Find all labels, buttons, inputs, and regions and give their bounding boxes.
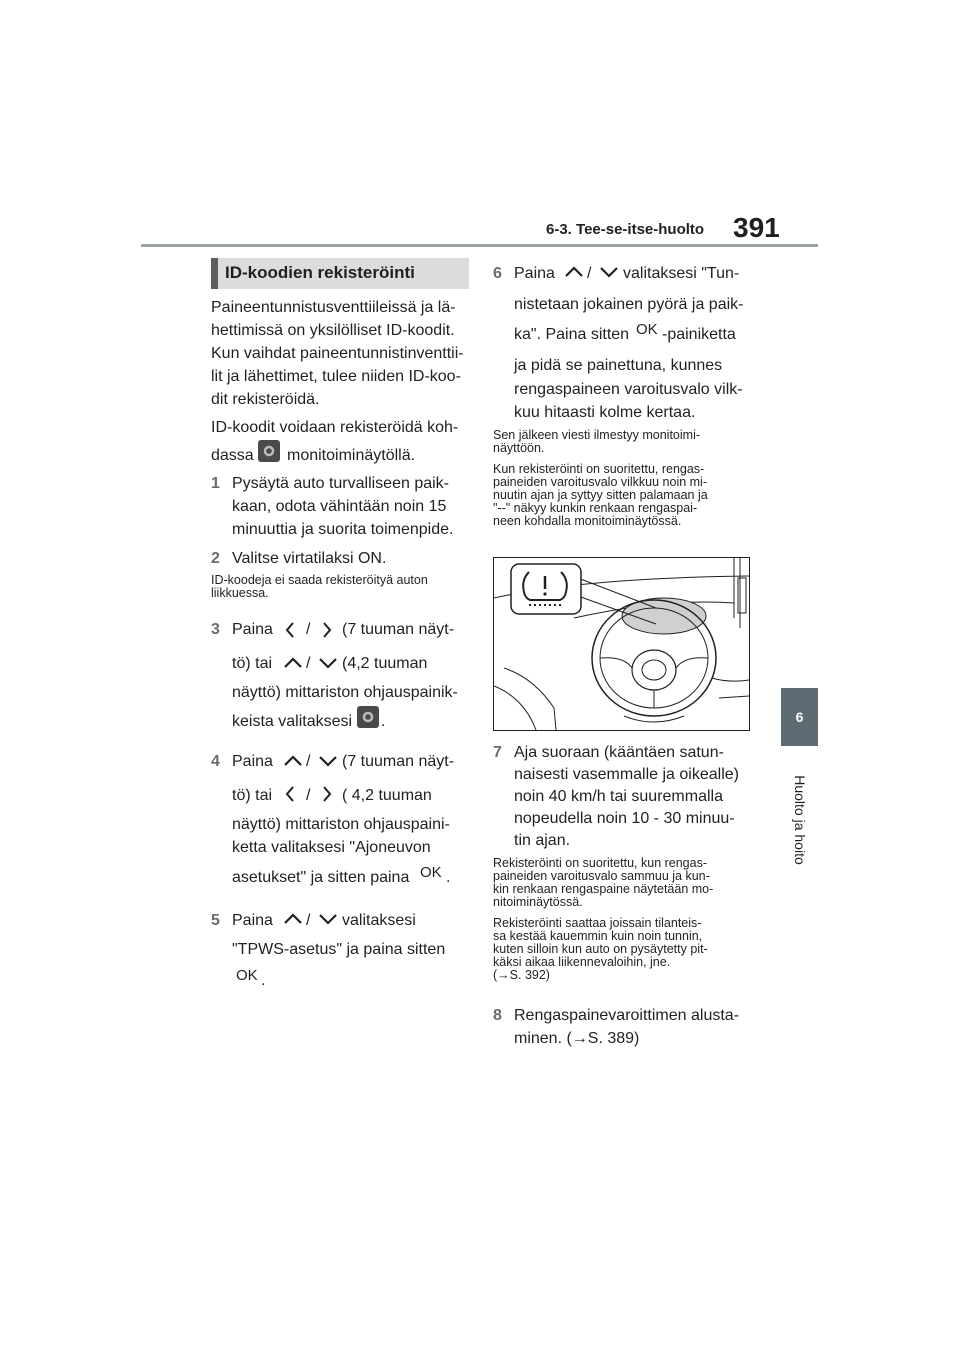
step-number: 7 (493, 744, 502, 761)
step-text: ka". Paina sitten (514, 326, 630, 343)
step-text: ketta valitaksesi "Ajoneuvon (232, 839, 431, 856)
intro2-line: dassa (211, 447, 254, 464)
step-text: Valitse virtatilaksi ON. (232, 550, 387, 567)
ok-button-label: OK (236, 967, 258, 984)
chevron-down-icon (318, 754, 338, 768)
step-text: asetukset" ja sitten paina (232, 869, 410, 886)
step-text: noin 40 km/h tai suuremmalla (514, 788, 723, 805)
heading-accent-bar (211, 258, 218, 289)
step-text: naisesti vasemmalle ja oikealle) (514, 766, 739, 783)
step-text: tö) tai (232, 787, 273, 804)
intro-line: Paineentunnistusventtiileissä ja lä- (211, 299, 456, 316)
intro-line: Kun vaihdat paineentunnistinventtii- (211, 345, 464, 362)
settings-gear-icon (258, 440, 280, 462)
chevron-right-icon (318, 786, 338, 800)
step-text: Paina (232, 912, 273, 929)
step-text: . (381, 713, 386, 730)
chevron-down-icon (318, 656, 338, 670)
note-line: nuutin ajan ja syttyy sitten palamaan ja (493, 488, 708, 502)
step-text: . (446, 869, 451, 886)
step-text: Paina (514, 265, 555, 282)
step-number: 1 (211, 475, 220, 492)
section-title: 6-3. Tee-se-itse-huolto (546, 221, 705, 238)
chevron-down-icon (599, 265, 619, 279)
step-text: ja pidä se painettuna, kunnes (514, 357, 723, 374)
page-reference-link[interactable]: minen. (→S. 389) (514, 1030, 640, 1047)
ok-button-label: OK (636, 321, 658, 338)
step-text: nistetaan jokainen pyörä ja paik- (514, 296, 744, 313)
step-number: 2 (211, 550, 220, 567)
heading-text: ID-koodien rekisteröinti (225, 263, 415, 282)
note-line: käksi aikaa liikennevaloihin, jne. (493, 955, 671, 969)
note-line: Sen jälkeen viesti ilmestyy monitoimi- (493, 428, 701, 442)
step-text: Aja suoraan (kääntäen satun- (514, 744, 724, 761)
step-text: . (261, 972, 266, 989)
note-line: liikkuessa. (211, 586, 269, 600)
chevron-up-icon (564, 265, 584, 279)
intro2-line: ID-koodit voidaan rekisteröidä koh- (211, 419, 459, 436)
note-line: sa kestää kauemmin kuin noin tunnin, (493, 929, 703, 943)
step-text: Rengaspainevaroittimen alusta- (514, 1007, 740, 1024)
note-line: ID-koodeja ei saada rekisteröityä auton (211, 573, 428, 587)
chevron-up-icon (283, 656, 303, 670)
step-text: näyttö) mittariston ohjauspaini- (232, 816, 450, 833)
step-text: rengaspaineen varoitusvalo vilk- (514, 381, 743, 398)
step-text: (7 tuuman näyt- (342, 753, 455, 770)
chevron-up-icon (283, 754, 303, 768)
step-text: Pysäytä auto turvalliseen paik- (232, 475, 449, 492)
dashboard-illustration (493, 557, 750, 731)
step-text: Paina (232, 753, 273, 770)
step-number: 4 (211, 753, 220, 770)
chapter-tab: 6 (781, 688, 818, 746)
chevron-up-icon (283, 912, 303, 926)
note-line: Rekisteröinti on suoritettu, kun rengas- (493, 856, 707, 870)
step-text: valitaksesi (342, 912, 416, 929)
ok-button-label: OK (420, 864, 442, 881)
slash-text: / (306, 753, 311, 770)
note-line: kuten silloin kun auto on pysäytetty pit- (493, 942, 708, 956)
header-divider (141, 244, 818, 247)
note-line: Kun rekisteröinti on suoritettu, rengas- (493, 462, 705, 476)
chapter-label (782, 760, 818, 880)
step-text: (4,2 tuuman (342, 655, 428, 672)
step-number: 8 (493, 1007, 502, 1024)
chevron-left-icon (281, 786, 301, 800)
step-text: minuuttia ja suorita toimenpide. (232, 521, 454, 538)
step-text: tin ajan. (514, 832, 571, 849)
step-text: (7 tuuman näyt- (342, 621, 455, 638)
step-text: näyttö) mittariston ohjauspainik- (232, 684, 458, 701)
chevron-right-icon (318, 622, 338, 636)
intro-line: dit rekisteröidä. (211, 391, 320, 408)
step-number: 3 (211, 621, 220, 638)
slash-text: / (306, 912, 311, 929)
chapter-label-text: Huolto ja hoito (792, 775, 808, 865)
settings-gear-icon (357, 706, 379, 728)
page-number: 391 (733, 212, 780, 243)
dashboard-drawing (494, 558, 749, 730)
slash-text: / (306, 621, 311, 638)
step-text: -painiketta (662, 326, 736, 343)
step-text: keista valitaksesi (232, 713, 353, 730)
slash-text: / (306, 655, 311, 672)
note-line: paineiden varoitusvalo vilkkuu noin mi- (493, 475, 708, 489)
intro-line: hettimissä on yksilölliset ID-koodit. (211, 322, 455, 339)
chevron-left-icon (281, 622, 301, 636)
step-text: tö) tai (232, 655, 273, 672)
note-line: näyttöön. (493, 441, 545, 455)
step-text: "TPWS-asetus" ja paina sitten (232, 941, 446, 958)
chevron-down-icon (318, 912, 338, 926)
note-line: neen kohdalla monitoiminäytössä. (493, 514, 682, 528)
step-text: valitaksesi "Tun- (623, 265, 740, 282)
page-reference-link[interactable]: (→S. 392) (493, 968, 550, 982)
slash-text: / (306, 787, 311, 804)
note-line: Rekisteröinti saattaa joissain tilanteis- (493, 916, 702, 930)
intro2-line: monitoiminäytöllä. (287, 447, 416, 464)
step-number: 5 (211, 912, 220, 929)
note-line: kin renkaan rengaspaine näytetään mo- (493, 882, 714, 896)
note-line: nitoiminäytössä. (493, 895, 583, 909)
step-text: kaan, odota vähintään noin 15 (232, 498, 447, 515)
step-text: ( 4,2 tuuman (342, 787, 432, 804)
note-line: "--" näkyy kunkin renkaan rengaspai- (493, 501, 698, 515)
step-text: Paina (232, 621, 273, 638)
step-number: 6 (493, 265, 502, 282)
step-text: nopeudella noin 10 - 30 minuu- (514, 810, 735, 827)
step-text: kuu hitaasti kolme kertaa. (514, 404, 696, 421)
intro-line: lit ja lähettimet, tulee niiden ID-koo- (211, 368, 461, 385)
slash-text: / (587, 265, 592, 282)
note-line: paineiden varoitusvalo sammuu ja kun- (493, 869, 710, 883)
